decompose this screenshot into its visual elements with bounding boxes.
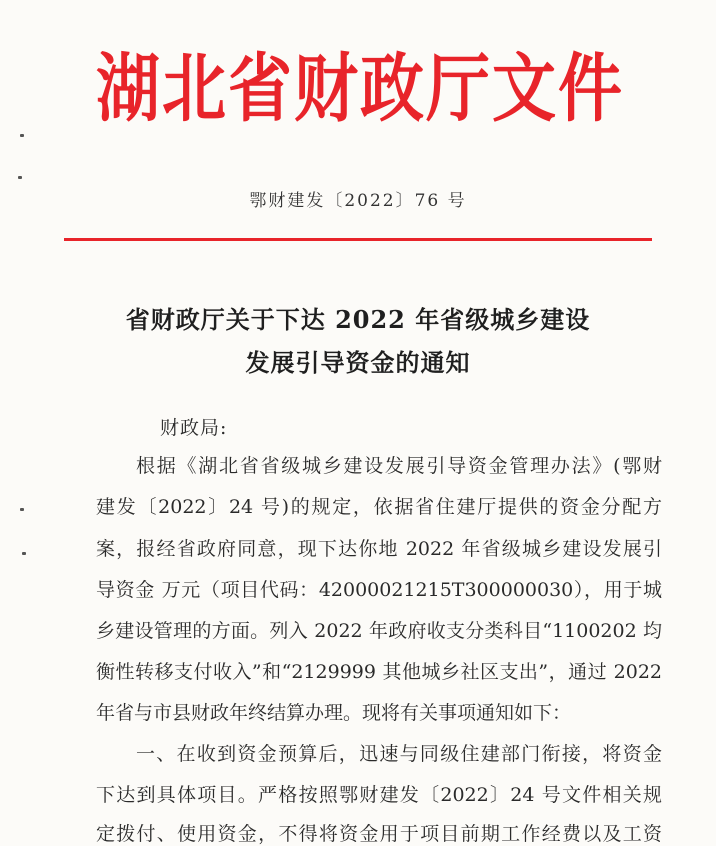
document-number: 鄂财建发〔2022〕76 号 bbox=[249, 191, 467, 211]
body-line-3: 案，报经省政府同意，现下达你地 2022 年省级城乡建设发展引 bbox=[96, 538, 662, 560]
body-line-1: 根据《湖北省省级城乡建设发展引导资金管理办法》(鄂财 bbox=[136, 455, 662, 477]
scan-margin-mark bbox=[20, 134, 24, 137]
body-line-8: 一、在收到资金预算后，迅速与同级住建部门衔接，将资金 bbox=[136, 743, 662, 765]
body-line-7: 年省与市县财政年终结算办理。现将有关事项通知如下： bbox=[96, 702, 572, 724]
document-title-line-1: 省财政厅关于下达 2022 年省级城乡建设 bbox=[125, 305, 591, 334]
body-line-9: 下达到具体项目。严格按照鄂财建发〔2022〕24 号文件相关规 bbox=[96, 784, 662, 806]
scan-margin-mark bbox=[18, 176, 22, 179]
salutation: 财政局: bbox=[160, 417, 228, 439]
scan-margin-mark bbox=[20, 508, 24, 511]
body-line-2: 建发〔2022〕24 号)的规定，依据省住建厅提供的资金分配方 bbox=[96, 496, 662, 518]
body-line-10: 定拨付、使用资金，不得将资金用于项目前期工作经费以及工资 bbox=[96, 823, 662, 845]
scan-margin-mark bbox=[22, 552, 26, 555]
body-line-5: 乡建设管理的方面。列入 2022 年政府收支分类科目“1100202 均 bbox=[96, 620, 662, 642]
red-separator-line bbox=[64, 238, 652, 241]
body-line-6: 衡性转移支付收入”和“2129999 其他城乡社区支出”，通过 2022 bbox=[96, 661, 662, 683]
document-title-line-2: 发展引导资金的通知 bbox=[245, 348, 471, 377]
body-line-4: 导资金 万元（项目代码：42000021215T300000030），用于城 bbox=[96, 579, 662, 601]
issuing-authority-header: 湖北省财政厅文件 bbox=[96, 47, 624, 133]
